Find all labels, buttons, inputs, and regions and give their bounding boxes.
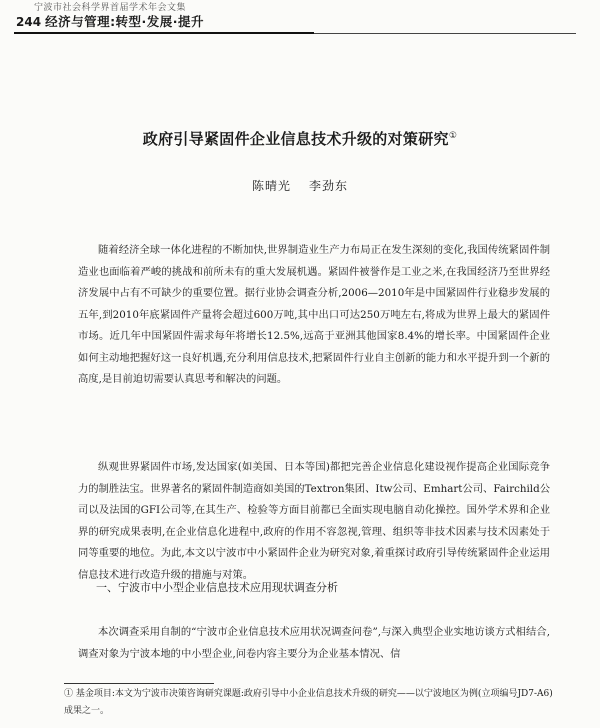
author-name: 李劲东 [309, 179, 349, 193]
article-title-text: 政府引导紧固件企业信息技术升级的对策研究 [142, 130, 449, 148]
body-paragraph: 纵观世界紧固件市场,发达国家(如美国、日本等国)都把完善企业信息化建设视作提高企业国际竞争力的制胜法宝。世界著名的紧固件制造商如美国的Textron集团、Itw公司、Emhart公司、Fairchild公司以及法国的GFI公司等,在其生产、检验等方面目前都已全面实现电脑自动化操控。国外学术界和企业界的研究成果表明,在企业信息化进程中,政府的作用不容忽视,管理、组织等非技术因素与技术因素处于同等重要的地位。为此,本文以宁波市中小紧固件企业为研究对象,着重探讨政府引导传统紧固件企业运用信息技术进行改造升级的措施与对策。 [78, 461, 550, 581]
body-paragraph: 随着经济全球一体化进程的不断加快,世界制造业生产力布局正在发生深刻的变化,我国传统紧固件制造业也面临着严峻的挑战和前所未有的重大发展机遇。紧固件被誉作是工业之米,在我国经济乃至世界经济发展中占有不可缺少的重要位置。据行业协会调查分析,2006—2010年是中国紧固件行业稳步发展的五年,到2010年底紧固件产量将会超过600万吨,其中出口可达250万吨左右,将成为世界上最大的紧固件市场。近几年中国紧固件需求每年将增长12.5%,远高于亚洲其他国家8.4%的增长率。中国紧固件企业如何主动地把握好这一良好机遇,充分利用信息技术,把紧固件行业自主创新的能力和水平提升到一个新的高度,是目前迫切需要认真思考和解决的问题。 [78, 244, 550, 385]
header-rule-thin [314, 33, 576, 34]
section-heading: 一、宁波市中小型企业信息技术应用现状调查分析 [96, 581, 338, 594]
running-head: 宁波市社会科学界首届学术年会文集 [34, 3, 187, 13]
footnote-rule [64, 683, 214, 684]
title-footnote-marker[interactable]: ① [448, 131, 458, 141]
article-title [40, 128, 560, 149]
header-rule-thick [14, 32, 314, 34]
page-number: 244 [16, 15, 42, 29]
footnote: ① 基金项目:本文为宁波市决策咨询研究课题:政府引导中小企业信息技术升级的研究——以宁波地区为例(立项编号JD7-A6)成果之一。 [64, 689, 553, 716]
page-header [16, 12, 576, 30]
body-paragraph: 本次调查采用自制的“宁波市企业信息技术应用状况调查问卷”,与深入典型企业实地访谈方式相结合,调查对象为宁波本地的中小型企业,问卷内容主要分为企业基本情况、信 [78, 626, 550, 660]
author-name: 陈晴光 [251, 179, 291, 193]
author-line [40, 177, 560, 194]
journal-title: 经济与管理:转型·发展·提升 [45, 14, 205, 29]
